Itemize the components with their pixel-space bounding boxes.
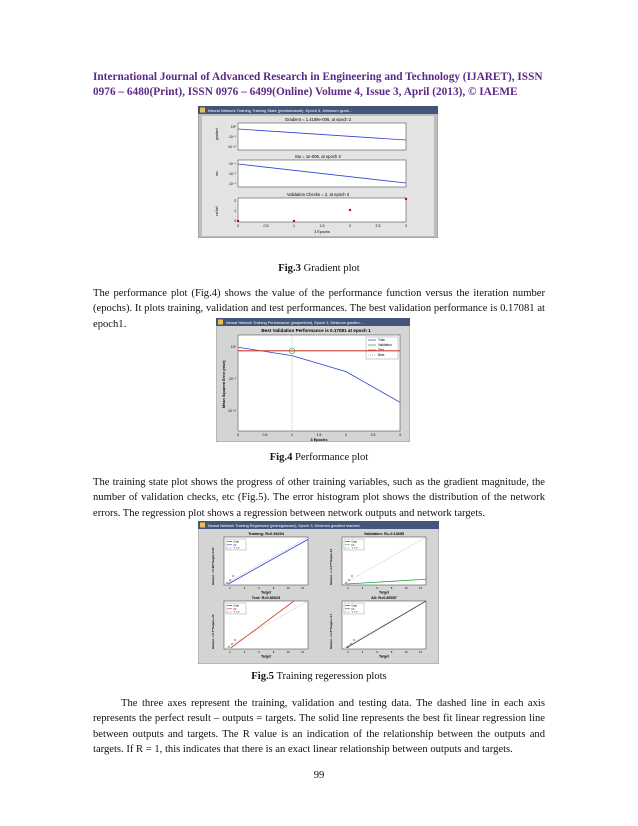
fig3-panel1-axes [238,123,406,150]
fig4-legend [366,337,398,359]
fig5-panel-2-legend-0: Data [233,604,239,608]
fig5-panel-0-xlabel: Target [260,590,272,595]
fig3-valcheck-point-0 [237,220,239,222]
fig4-legend-train: Train [378,338,386,343]
fig3-valcheck-point-2 [349,209,351,211]
fig3-p3-tick-0: 2 [234,199,236,203]
fig5-panel-0-xtick-2: 6 [258,586,260,590]
fig5-panel-0-xtick-5: 12 [300,586,305,590]
fig5-panel-1-legend-2: Y = T [351,547,358,551]
fig5-app-icon [200,523,205,528]
page-number: 99 [313,770,325,781]
fig3-caption-label: Fig.3 [278,263,301,274]
fig5-panel-1 [329,532,426,595]
fig5-panel-2-title: Test: R=0.80023 [251,596,281,600]
fig3-p2-tick-1: 10⁻⁵ [229,172,236,176]
fig3-xtick-2: 1 [293,224,295,228]
fig3-p1-tick-1: 10⁻⁵ [229,135,236,139]
fig3-panel1-title: Gradient = 1.4189e-006, at epoch 3 [284,117,352,122]
fig4-caption-label: Fig.4 [269,452,293,463]
fig5-panel-1-title: Validation: R=-0.13655 [363,532,405,536]
fig5-caption-text: Training regeression plots [276,671,387,682]
fig4-ytick-1: 10⁻⁵ [229,377,236,381]
fig5-panel-2-xtick-3: 8 [272,650,275,654]
fig5-panel-0-legend [226,539,246,550]
fig5-panel-2-xlabel: Target [260,654,272,659]
fig5-panel-3-xtick-4: 10 [404,650,408,654]
fig5-panel-3-ylabel: Output ~=1.5*Target+-4.7 [329,613,333,649]
fig5-panel-1-legend [344,539,364,550]
fig5-panel-2-legend-1: Fit [233,607,237,611]
fig5-panel-3-title: All: R=0.85557 [371,596,397,600]
fig5-panel-1-legend-0: Data [351,540,357,544]
fig3-panel2-ylabel: mu [215,171,219,176]
fig5-panel-2-xtick-0: 2 [229,650,231,654]
fig5-panel-0-legend-1: Fit [233,543,237,547]
fig3-xtick-3: 1.5 [319,224,325,228]
fig4-ytick-2: 10⁻¹⁰ [227,409,236,413]
fig5-panel-0-ylabel: Output ~=0.99*Target+0.27 [211,547,215,585]
paragraph-2: The training state plot shows the progress of other training variables, such as the gradient magnitude, the number of validation checks, etc (Fig.5). The error histogram plot shows the distribution of the network errors. The regression plot shows a regression between network outputs and network targets. [93,477,545,519]
fig4-xtick-1: 0.5 [262,433,268,437]
fig4-xtick-0: 0 [237,433,239,437]
fig5-panel-2-legend-2: Y = T [233,611,240,615]
journal-header [93,70,553,100]
fig3-p2-tick-0: 10⁻⁴ [228,162,236,166]
fig5-panel-3-xtick-3: 8 [390,650,393,654]
fig4-caption-text: Performance plot [295,452,369,463]
fig3-valcheck-point-1 [293,220,295,222]
fig5-panel-3 [329,596,426,659]
figure-5-regression [198,521,439,664]
fig5-panel-3-legend-2: Y = T [351,611,358,615]
fig4-svg [216,318,410,442]
fig5-panel-0-legend-0: Data [233,540,239,544]
fig5-panel-0-xtick-0: 2 [229,586,231,590]
fig3-caption-text: Gradient plot [303,263,360,274]
fig5-panel-3-xtick-2: 6 [376,650,378,654]
figure-4-performance [216,318,410,442]
fig4-window-title: Neural Network Training Performance (plotperform), Epoch 3, Minimum gradien... [226,321,363,325]
fig5-panel-2 [211,596,308,659]
fig3-panel3-ylabel: val fail [215,206,219,216]
fig4-xtick-6: 3 [399,433,401,437]
fig4-legend-best: Best [378,353,385,358]
fig3-xtick-4: 2 [349,224,351,228]
fig4-app-icon [218,320,223,325]
fig5-panel-1-xtick-5: 12 [418,586,423,590]
fig5-panel-3-xtick-5: 12 [418,650,423,654]
fig5-panel-1-xlabel: Target [378,590,390,595]
fig3-window-title: Neural Network Training Training State (plottrainstate), Epoch 3, Minimum gradi... [208,108,353,113]
fig4-xtick-4: 2 [345,433,347,437]
fig3-app-icon [200,108,205,113]
fig3-xtick-1: 0.5 [263,224,269,228]
fig3-xlabel: 3 Epochs [314,230,330,234]
fig5-panel-2-legend [226,603,246,614]
fig4-ytick-0: 10⁰ [230,345,236,349]
fig5-caption [93,671,545,682]
fig3-panel2-title: Mu = 1e-006, at epoch 3 [295,154,341,159]
fig3-p1-tick-0: 10⁰ [230,125,236,129]
fig3-xtick-5: 2.5 [375,224,381,228]
fig5-panel-3-legend-0: Data [351,604,357,608]
fig5-panel-3-xlabel: Target [378,654,390,659]
fig5-panel-1-ylabel: Output ~=-0.07*Target+13 [329,548,333,585]
journal-header-line2: 0976 – 6480(Print), ISSN 0976 – 6499(Online) Volume 4, Issue 3, April (2013), © IAEME [93,86,518,98]
fig5-panel-1-xtick-2: 6 [376,586,378,590]
fig5-caption-label: Fig.5 [251,671,274,682]
fig4-ylabel: Mean Squared Error (mse) [222,360,226,408]
fig5-panel-0-xtick-4: 10 [286,586,290,590]
fig3-p1-tick-2: 10⁻¹⁰ [227,145,236,149]
fig5-panel-1-xtick-1: 4 [361,586,364,590]
fig5-panel-2-xtick-2: 6 [258,650,260,654]
fig4-xtick-5: 2.5 [370,433,376,437]
fig4-caption [93,452,545,463]
fig5-panel-3-legend [344,603,364,614]
fig3-p3-tick-2: 0 [234,219,236,223]
fig3-p3-tick-1: 1 [234,209,236,213]
fig5-panel-0-xtick-1: 4 [243,586,246,590]
figure-3-gradient [198,106,438,238]
fig3-xtick-0: 0 [237,224,239,228]
fig5-panel-1-legend-1: Fit [351,543,355,547]
fig5-panel-2-xtick-5: 12 [300,650,305,654]
fig3-panel3-title: Validation Checks = 2, at epoch 3 [286,192,350,197]
fig5-panel-0-xtick-3: 8 [272,586,275,590]
journal-header-line1: International Journal of Advanced Research in Engineering and Technology (IJARET), ISSN [93,71,543,83]
fig3-valcheck-point-3 [405,198,407,200]
fig3-panel1-ylabel: gradient [215,127,219,140]
fig4-chart-title: Best Validation Performance is 0.17081 at epoch 1 [261,328,371,333]
fig5-panel-2-ylabel: Output ~=3.7*Target+-20 [211,614,215,649]
fig4-legend-test: Test [378,348,384,353]
fig4-xtick-2: 1 [291,433,293,437]
paragraph-1: The performance plot (Fig.4) shows the value of the performance function versus the iteration number (epochs). It plots training, validation and test performances. The best validation performance is 0.17081 at epoch1. [93,288,545,330]
fig5-panel-1-xtick-0: 2 [347,586,349,590]
fig3-xtick-6: 3 [405,224,407,228]
fig5-panel-1-xtick-3: 8 [390,586,393,590]
fig4-xtick-3: 1.5 [316,433,322,437]
fig5-panel-3-xtick-1: 4 [361,650,364,654]
fig3-svg [198,106,438,238]
fig3-caption [93,263,545,274]
fig3-panel3-axes [238,198,406,222]
fig5-window-title: Neural Network Training Regression (plotregression), Epoch 3, Minimum gradient reached. [208,524,361,528]
fig5-panel-3-xtick-0: 2 [347,650,349,654]
fig5-panel-1-xtick-4: 10 [404,586,408,590]
fig5-panel-2-xtick-1: 4 [243,650,246,654]
fig5-panel-0-title: Training: R=0.93294 [248,532,284,536]
fig5-svg [198,521,439,664]
fig5-panel-3-legend-1: Fit [351,607,355,611]
fig5-panel-0 [211,532,308,595]
fig3-p2-tick-2: 10⁻⁶ [229,182,236,186]
paragraph-3: The three axes represent the training, validation and testing data. The dashed line in each axis represents the perfect result – outputs = targets. The solid line represents the best fit linear regression line between outputs and targets. The R value is an indication of the relationship between the outputs and targets. If R = 1, this indicates that there is an exact linear relationship between outputs and targets. [93,698,545,756]
fig4-xlabel: 3 Epochs [310,438,328,442]
fig5-panel-2-xtick-4: 10 [286,650,290,654]
fig5-panel-0-legend-2: Y = T [233,547,240,551]
fig4-legend-validation: Validation [378,343,392,348]
